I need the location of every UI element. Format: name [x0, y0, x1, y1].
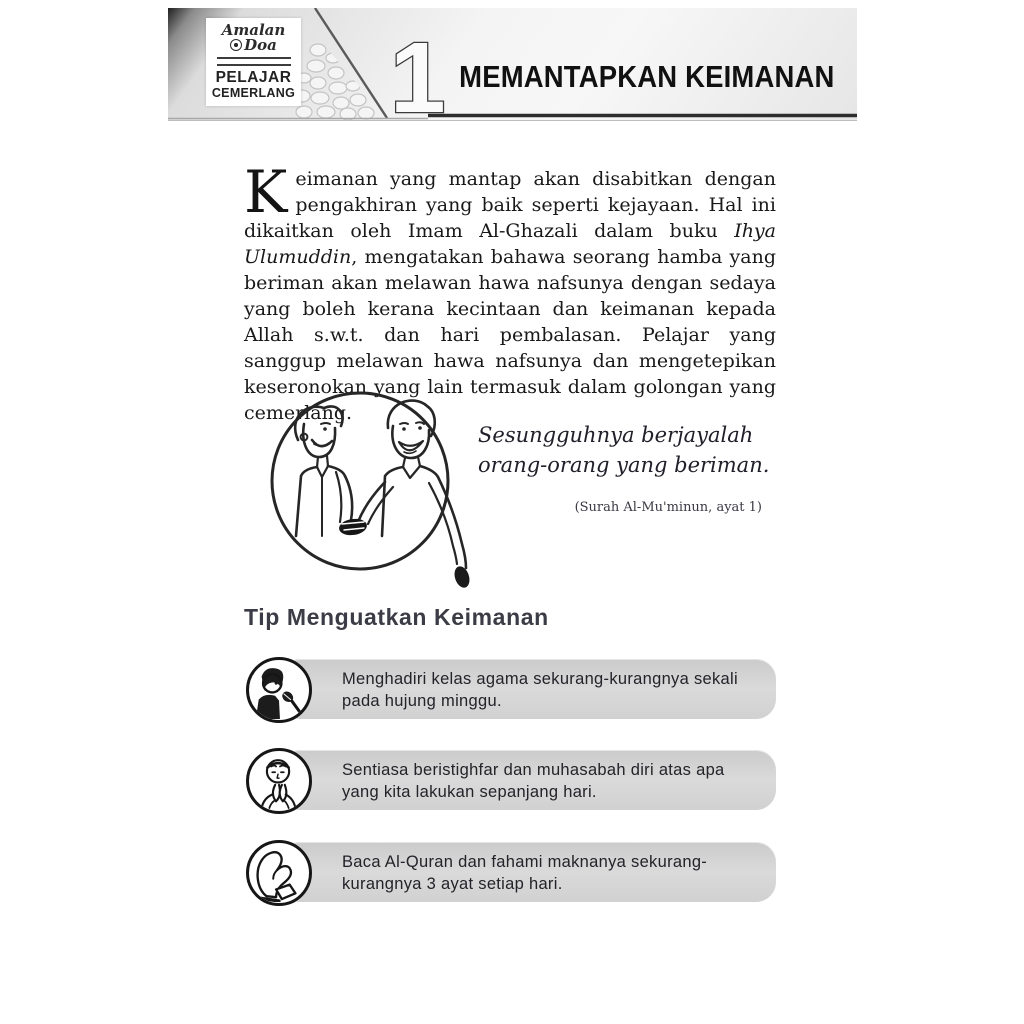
lecturer-microphone-icon — [246, 657, 312, 723]
tip-text: Sentiasa beristighfar dan muhasabah diri atas apa yang kita lakukan sepanjang hari. — [342, 761, 725, 801]
tip-pill — [280, 750, 776, 810]
intro-text-before: eimanan yang mantap akan disabitkan dengan pengakhiran yang baik seperti kejayaan. Hal ini dikaitkan oleh Imam Al-Ghazali dalam buku — [244, 168, 776, 242]
drop-cap: K — [244, 158, 288, 226]
mosaic-texture — [294, 44, 374, 120]
praying-person-icon — [246, 748, 312, 814]
dua-hand-icon — [246, 840, 312, 906]
logo-title-line1: Amalan — [221, 21, 286, 39]
logo-divider — [217, 57, 291, 66]
handshake-illustration — [252, 384, 487, 602]
quote-attribution: (Surah Al-Mu'minun, ayat 1) — [574, 500, 762, 515]
logo-series-line2: CEMERLANG — [211, 86, 296, 100]
logo-title-line2: Doa — [230, 38, 277, 53]
tip-pill — [280, 842, 776, 902]
chapter-number: 1 — [390, 22, 446, 120]
intro-text-after: , mengatakan bahawa seorang hamba yang beriman akan melawan hawa nafsunya dengan sedaya yang boleh kerana kecintaan dan keimanan kepada Allah s.w.t. dan hari pembalasan. Pelajar yang sanggup melawan hawa nafsunya dan mengetepikan keseronokan yang lain termasuk dalam golongan yang cemerlang. — [244, 246, 776, 424]
tip-pill — [280, 659, 776, 719]
tip-text: Menghadiri kelas agama sekurang-kurangnya sekali pada hujung minggu. — [342, 670, 738, 710]
tip-item-3 — [246, 840, 776, 906]
chapter-header — [168, 8, 857, 120]
publisher-emblem-icon — [230, 39, 242, 51]
tips-heading: Tip Menguatkan Keimanan — [244, 604, 549, 630]
tip-text: Baca Al-Quran dan fahami maknanya sekurang-kurangnya 3 ayat setiap hari. — [342, 853, 708, 893]
quote-text: Sesungguhnya berjayalah orang-orang yang beriman. — [478, 423, 770, 477]
logo-series-line1: PELAJAR — [215, 69, 292, 86]
book-title-italic: Ihya Ulumuddin — [244, 220, 776, 268]
tip-item-1 — [246, 657, 776, 723]
chapter-title: MEMANTAPKAN KEIMANAN — [459, 60, 835, 94]
quran-quote — [478, 420, 788, 515]
publisher-logo — [206, 18, 301, 106]
tip-item-2 — [246, 748, 776, 814]
